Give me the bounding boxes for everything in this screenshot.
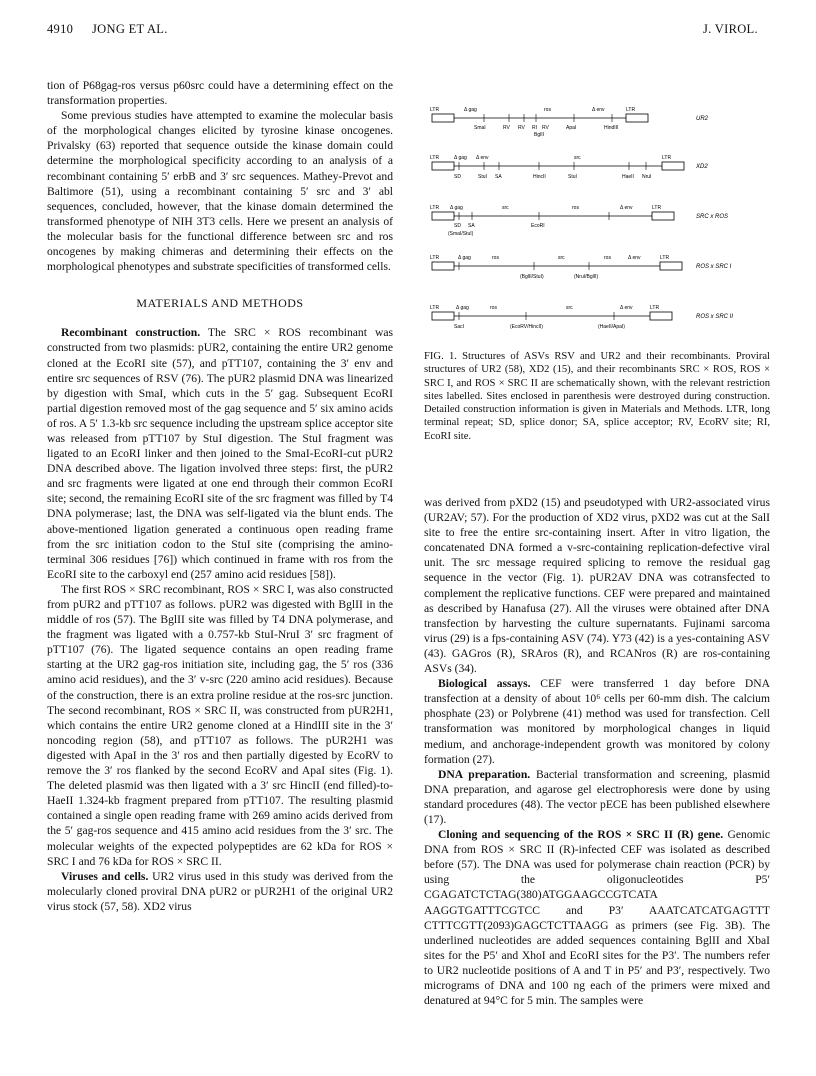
paragraph-text: Genomic DNA from ROS × SRC II (R)-infected CEF was isolated as described before (57). The DNA was used for polymerase chain reaction (PCR) by using the oligonucleotides P5′ CGAGATCTCTAG(380)ATGGAAGCCGTCATA AAGGTGATTTCGTCC and P3′ AAATCATCATGAGTTT CTTTCGTT(2093)GAGCTCTTAAGG as primers (see Fig. 3B). The underlined nucleotides are added sequences containing BglII and XbaI sites for the P5′ and XhoI and EcoRI sites for the P3′. The numbers refer to UR2 nucleotide positions of A and T in P5′ and P3′, respectively. Two micrograms of DNA and 100 ng each of the primers were mixed and denatured at 94°C for 5 min. The samples were xyxy=(424,828,770,1008)
paragraph: was derived from pXD2 (15) and pseudotyped with UR2-associated virus (UR2AV; 57). For the production of XD2 virus, pXD2 was cut at the SalI site to free the entire src-containing insert. After in vitro ligation, the concatenated DNA formed a v-src-containing replication-defective viral unit. The src message required splicing to remove the residual gag sequence in the vector (Fig. 1). pUR2AV DNA was cotransfected to complement the replicative functions. CEF were prepared and maintained as described by Hanafusa (27). All the viruses were obtained after DNA transfection by harvesting the culture supernatants. Fujinami sarcoma virus (29) is a fps-containing ASV (74). Y73 (42) is a yes-containing ASV (43). GAGros (R), SRAros (R), and RCANros (R) are ros-containing ASVs (34). xyxy=(424,496,770,676)
paragraph-text: The SRC × ROS recombinant was constructed from two plasmids: pUR2, containing the entire UR2 genome cloned at the EcoRI site (57), and pTT107, containing the 3′ env and entire src sequences of RSV (76). The pUR2 plasmid DNA was linearized by digestion with SmaI, which cuts in the 5′ gag. Subsequent EcoRI partial digestion removed most of the gag sequence and 5′ six amino acids of ros. A 5′ 1.3-kb src sequence including the upstream splice acceptor site was released from pTT107 by StuI digestion. The StuI fragment was ligated to an EcoRI linker and then joined to the SmaI-EcoRI-cut pUR2 DNA described above. The ligation involved three steps: first, the pUR2 and src fragments were ligated at one end through their common EcoRI site; second, the remaining EcoRI site of the src fragment was filled by T4 DNA polymerase; last, the DNA was self-ligated via the blunt ends. The above-mentioned ligation generated a continuous open reading frame from the src initiation codon to the StuI site (comprising the amino-terminal 306 residues [76]) which continued in frame with ros from the EcoRI site to the carboxyl end (257 amino acid residues [58]). xyxy=(47,326,393,581)
paragraph xyxy=(47,325,393,582)
label: RI xyxy=(532,125,537,131)
page-number: 4910 xyxy=(47,22,74,36)
label: Δ env xyxy=(592,107,605,113)
label: Δ env xyxy=(476,155,489,161)
label: (HaeII/ApaI) xyxy=(598,324,625,330)
paragraph xyxy=(47,869,393,914)
label: StuI xyxy=(568,174,577,180)
label: SD xyxy=(454,223,461,229)
label: (SmaI/StuI) xyxy=(448,231,474,237)
ltr-box xyxy=(626,114,648,122)
figure-1-diagram xyxy=(424,80,768,342)
label: NruI xyxy=(642,174,652,180)
section-heading: MATERIALS AND METHODS xyxy=(136,296,304,311)
label: LTR xyxy=(430,255,440,261)
label: src xyxy=(574,155,581,161)
label: Δ gag xyxy=(450,205,463,211)
construct-ros-x-src-ii xyxy=(430,305,733,330)
construct-name: ROS x SRC I xyxy=(696,264,732,270)
label: Δ env xyxy=(628,255,641,261)
left-column xyxy=(47,78,393,914)
construct-xd2 xyxy=(430,155,708,180)
label: Δ gag xyxy=(458,255,471,261)
label: LTR xyxy=(660,255,670,261)
figure-caption xyxy=(424,350,770,443)
label: RV xyxy=(518,125,525,131)
paragraph xyxy=(424,767,770,827)
paragraph xyxy=(424,827,770,1008)
label: RV xyxy=(503,125,510,131)
label: HindIII xyxy=(604,125,619,131)
right-column xyxy=(424,495,770,1008)
label: LTR xyxy=(430,155,440,161)
ltr-box xyxy=(432,262,454,270)
paragraph xyxy=(424,676,770,767)
paragraph: Some previous studies have attempted to examine the molecular basis of the morphological changes elicited by tyrosine kinase oncogenes. Privalsky (63) reported that sequence outside the kinase domain could determine the morphological specificity according to an analysis of a recombinant containing 5′ erbB and 3′ src sequences. Mathey-Prevot and Baltimore (51), using a recombinant containing 5′ src and 3′ abl sequences, concluded, however, that the kinase domain determined the transformed phenotype of NIH 3T3 cells. Here we present an analysis of the molecular basis for the functional difference between src and ros oncogenes by making chimeras and determining their effects on the morphological phenotypes and substrate specificities of transformed cells. xyxy=(47,109,393,274)
construct-src-x-ros xyxy=(430,205,728,237)
label: HaeII xyxy=(622,174,634,180)
label: Δ env xyxy=(620,305,633,311)
construct-name: UR2 xyxy=(696,116,709,122)
label: LTR xyxy=(650,305,660,311)
ltr-box xyxy=(652,212,674,220)
caption-text: Structures of ASVs RSV and UR2 and their recombinants. Proviral structures of UR2 (58), XD2 (15), and their recombinants SRC × ROS, ROS × SRC I, and ROS × SRC II are schematically shown, with the relevant restriction sites labelled. Sites enclosed in parenthesis were destroyed during construction. Detailed construction information is given in Materials and Methods. LTR, long terminal repeat; SD, splice donor; SA, splice acceptor; RV, EcoRV site; RI, EcoRI site. xyxy=(424,351,770,442)
label: (BglII/StuI) xyxy=(520,274,544,280)
run-in-heading: Viruses and cells. xyxy=(61,869,149,883)
label: SmaI xyxy=(474,125,486,131)
label: RV xyxy=(542,125,549,131)
label: (EcoRV/HincII) xyxy=(510,324,543,330)
label: ros xyxy=(604,255,611,261)
caption-label: FIG. 1. xyxy=(424,351,457,362)
label: BglII xyxy=(534,132,545,138)
ltr-box xyxy=(432,312,454,320)
label: ros xyxy=(492,255,499,261)
label: HincII xyxy=(533,174,546,180)
header-journal: J. VIROL. xyxy=(703,22,758,36)
label: SD xyxy=(454,174,461,180)
label: LTR xyxy=(430,205,440,211)
run-in-heading: DNA preparation. xyxy=(438,767,531,781)
label: Δ gag xyxy=(464,107,477,113)
construct-name: SRC x ROS xyxy=(696,214,729,220)
run-in-heading: Recombinant construction. xyxy=(61,326,201,340)
label: LTR xyxy=(652,205,662,211)
label: ros xyxy=(572,205,579,211)
label: (NruI/BglII) xyxy=(574,274,599,280)
paragraph-text: Bacterial transformation and screening, plasmid DNA preparation, and agarose gel electrophoresis were done by using standard procedures (48). The vector pECE has been published elsewhere (17). xyxy=(424,767,770,826)
label: Δ gag xyxy=(456,305,469,311)
run-in-heading: Cloning and sequencing of the ROS × SRC II (R) gene. xyxy=(438,828,724,842)
paragraph-text: UR2 virus used in this study was derived from the molecularly cloned proviral DNA pUR2 or pUR2H1 of the original UR2 virus stock (57, 58). XD2 virus xyxy=(47,869,393,913)
paragraph: tion of P68gag-ros versus p60src could have a determining effect on the transformation properties. xyxy=(47,79,393,108)
label: SA xyxy=(468,223,475,229)
label: LTR xyxy=(662,155,672,161)
construct-ur2 xyxy=(430,107,709,138)
label: EcoRI xyxy=(531,223,545,229)
label: SacI xyxy=(454,324,465,330)
label: SA xyxy=(495,174,502,180)
label: src xyxy=(566,305,573,311)
label: StuI xyxy=(478,174,487,180)
label: ApaI xyxy=(566,125,577,131)
ltr-box xyxy=(432,212,454,220)
construct-ros-x-src-i xyxy=(430,255,732,280)
ltr-box xyxy=(432,162,454,170)
label: LTR xyxy=(626,107,636,113)
paragraph: The first ROS × SRC recombinant, ROS × SRC I, was also constructed from pUR2 and pTT107 as follows. pUR2 was digested with BglII in the middle of ros (57). The BglII site was filled by T4 DNA polymerase, and the fragment was ligated with a 0.757-kb StuI-NruI 3′ src fragment of pTT107 (76). The ligated sequence contains an open reading frame starting at the UR2 gag-ros initiation site, including gag, the 5′ ros (336 amino acid residues), and the 3′ v-src (220 amino acid residues). Because of the construction, there is an extra proline residue at the ros-src junction. The second recombinant, ROS × SRC II, was constructed from pUR2H1, which contains the entire UR2 genome cloned at a HindIII site in the 3′ noncoding region (58), and pTT107 as follows. The pUR2H1 was digested with ApaI in the 3′ ros and then partially digested by EcoRV to remove the 3′ ros flanked by the second EcoRV and ApaI sites (Fig. 1). The deleted plasmid was then ligated with a 3′ src HincII (end filled)-to-HaeII 1.324-kb fragment prepared from pTT107. The resulting plasmid contained a single open reading frame with 269 amino acids derived from the 5′ gag-ros sequence and 415 amino acid residues from the 3′ src. The molecular weights of the expected polypeptides are 62 kDa for ROS × SRC I and 76 kDa for ROS × SRC II. xyxy=(47,582,393,868)
label: src xyxy=(558,255,565,261)
label: ros xyxy=(490,305,497,311)
construct-name: ROS x SRC II xyxy=(696,314,734,320)
label: Δ gag xyxy=(454,155,467,161)
label: src xyxy=(502,205,509,211)
label: Δ env xyxy=(620,205,633,211)
run-in-heading: Biological assays. xyxy=(438,677,531,691)
label: ros xyxy=(544,107,551,113)
ltr-box xyxy=(432,114,454,122)
ltr-box xyxy=(660,262,682,270)
ltr-box xyxy=(650,312,672,320)
label: LTR xyxy=(430,107,440,113)
label: LTR xyxy=(430,305,440,311)
ltr-box xyxy=(662,162,684,170)
header-authors: JONG ET AL. xyxy=(92,22,168,36)
construct-name: XD2 xyxy=(696,164,708,170)
paragraph-text: CEF were transferred 1 day before DNA transfection at a density of about 10⁶ cells per 60-mm dish. The calcium phosphate (23) or Polybrene (41) method was used for transfection. Cell transformation was monitored by morphological changes in liquid medium, and anchorage-independent growth was monitored by colony formation (27). xyxy=(424,677,770,766)
